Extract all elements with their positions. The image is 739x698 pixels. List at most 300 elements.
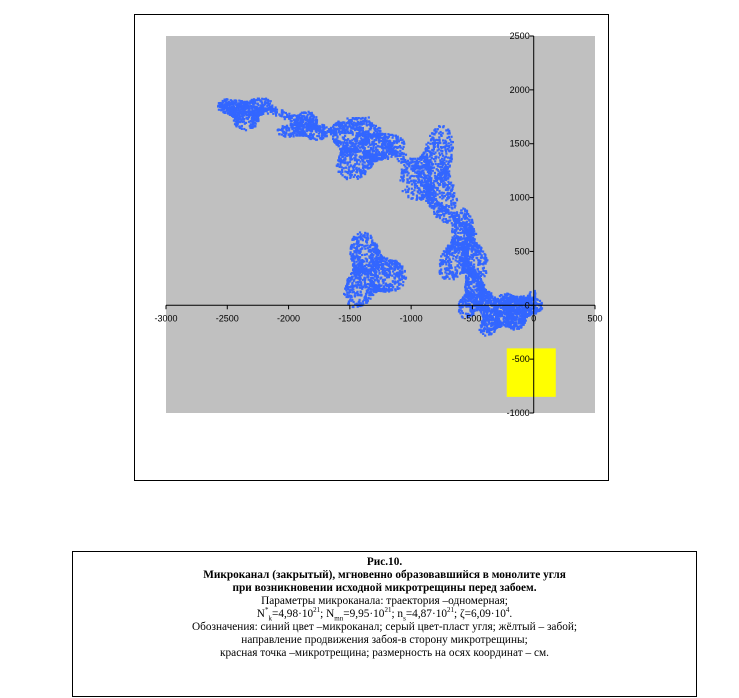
trajectory-point [285, 112, 287, 114]
trajectory-point [336, 136, 338, 138]
trajectory-point [367, 237, 369, 239]
trajectory-point [329, 129, 331, 131]
trajectory-point [394, 282, 396, 284]
trajectory-point [378, 280, 380, 282]
trajectory-point [445, 189, 447, 191]
trajectory-point [452, 212, 454, 214]
trajectory-point [439, 142, 441, 144]
trajectory-point [383, 147, 385, 149]
trajectory-point [351, 149, 353, 151]
trajectory-point [406, 174, 408, 176]
trajectory-point [423, 160, 425, 162]
trajectory-point [398, 284, 400, 286]
trajectory-point [348, 277, 350, 279]
trajectory-point [406, 171, 408, 173]
trajectory-point [415, 175, 417, 177]
trajectory-point [360, 118, 362, 120]
trajectory-point [427, 168, 429, 170]
trajectory-point [340, 159, 342, 161]
trajectory-point [421, 192, 423, 194]
trajectory-point [375, 260, 377, 262]
trajectory-point [356, 285, 358, 287]
trajectory-point [375, 139, 377, 141]
trajectory-point [357, 178, 359, 180]
trajectory-point [378, 261, 380, 263]
trajectory-point [378, 133, 380, 135]
trajectory-point [285, 129, 287, 131]
trajectory-point [416, 164, 418, 166]
trajectory-point [393, 269, 395, 271]
trajectory-point [431, 207, 433, 209]
trajectory-point [349, 145, 351, 147]
trajectory-point [411, 192, 413, 194]
trajectory-point [438, 170, 440, 172]
trajectory-point [364, 117, 366, 119]
trajectory-point [450, 195, 452, 197]
trajectory-point [340, 173, 342, 175]
trajectory-point [402, 179, 404, 181]
trajectory-point [236, 114, 238, 116]
trajectory-point [370, 163, 372, 165]
trajectory-point [419, 197, 421, 199]
trajectory-point [357, 277, 359, 279]
trajectory-point [364, 254, 366, 256]
trajectory-point [372, 284, 374, 286]
trajectory-point [424, 184, 426, 186]
trajectory-point [375, 273, 377, 275]
trajectory-point [339, 148, 341, 150]
trajectory-point [411, 180, 413, 182]
trajectory-point [375, 160, 377, 162]
trajectory-point [441, 153, 443, 155]
trajectory-point [414, 158, 416, 160]
trajectory-point [338, 131, 340, 133]
trajectory-point [288, 134, 290, 136]
trajectory-point [301, 122, 303, 124]
trajectory-point [295, 124, 297, 126]
trajectory-point [278, 133, 280, 135]
trajectory-point [416, 185, 418, 187]
trajectory-point [225, 99, 227, 101]
trajectory-point [270, 111, 272, 113]
trajectory-point [448, 160, 450, 162]
trajectory-point [432, 182, 434, 184]
trajectory-point [450, 144, 452, 146]
trajectory-point [339, 128, 341, 130]
trajectory-point [405, 154, 407, 156]
trajectory-point [232, 101, 234, 103]
trajectory-point [260, 104, 262, 106]
trajectory-point [346, 117, 348, 119]
trajectory-point [376, 244, 378, 246]
trajectory-point [349, 281, 351, 283]
trajectory-point [433, 205, 435, 207]
trajectory-point [464, 218, 466, 220]
trajectory-point [320, 138, 322, 140]
trajectory-point [389, 153, 391, 155]
trajectory-point [355, 249, 357, 251]
trajectory-point [411, 188, 413, 190]
trajectory-point [356, 241, 358, 243]
trajectory-point [426, 162, 428, 164]
trajectory-point [405, 161, 407, 163]
trajectory-point [356, 159, 358, 161]
trajectory-point [283, 116, 285, 118]
trajectory-point [241, 125, 243, 127]
trajectory-point [266, 105, 268, 107]
trajectory-point [429, 199, 431, 201]
trajectory-point [364, 173, 366, 175]
trajectory-point [398, 273, 400, 275]
trajectory-point [417, 181, 419, 183]
trajectory-point [361, 124, 363, 126]
trajectory-point [303, 117, 305, 119]
trajectory-point [403, 141, 405, 143]
trajectory-point [427, 195, 429, 197]
trajectory-point [420, 159, 422, 161]
trajectory-point [234, 102, 236, 104]
trajectory-point [340, 143, 342, 145]
trajectory-point [426, 155, 428, 157]
trajectory-point [386, 262, 388, 264]
trajectory-point [254, 115, 256, 117]
trajectory-point [355, 154, 357, 156]
trajectory-point [375, 271, 377, 273]
trajectory-point [258, 104, 260, 106]
trajectory-point [270, 100, 272, 102]
trajectory-point [376, 257, 378, 259]
trajectory-point [387, 275, 389, 277]
trajectory-point [421, 170, 423, 172]
trajectory-point [371, 122, 373, 124]
trajectory-point [341, 166, 343, 168]
trajectory-point [227, 102, 229, 104]
trajectory-point [251, 99, 253, 101]
trajectory-point [442, 185, 444, 187]
trajectory-point [359, 156, 361, 158]
trajectory-point [395, 146, 397, 148]
trajectory-point [343, 127, 345, 129]
trajectory-point [448, 187, 450, 189]
trajectory-point [231, 108, 233, 110]
trajectory-point [447, 193, 449, 195]
trajectory-point [315, 128, 317, 130]
trajectory-point [340, 122, 342, 124]
trajectory-point [252, 102, 254, 104]
trajectory-point [441, 158, 443, 160]
trajectory-point [315, 116, 317, 118]
trajectory-point [375, 152, 377, 154]
trajectory-point [443, 221, 445, 223]
trajectory-point [299, 134, 301, 136]
trajectory-point [370, 126, 372, 128]
trajectory-point [442, 139, 444, 141]
trajectory-point [264, 108, 266, 110]
trajectory-point [359, 143, 361, 145]
trajectory-point [388, 285, 390, 287]
trajectory-point [426, 148, 428, 150]
trajectory-point [431, 166, 433, 168]
trajectory-point [366, 253, 368, 255]
trajectory-point [385, 284, 387, 286]
trajectory-point [448, 173, 450, 175]
trajectory-point [297, 117, 299, 119]
trajectory-point [359, 299, 361, 301]
trajectory-point [429, 170, 431, 172]
trajectory-point [340, 132, 342, 134]
trajectory-point [360, 281, 362, 283]
trajectory-point [361, 268, 363, 270]
trajectory-point [265, 98, 267, 100]
trajectory-point [394, 260, 396, 262]
trajectory-point [445, 171, 447, 173]
trajectory-point [360, 134, 362, 136]
trajectory-point [326, 135, 328, 137]
trajectory-point [373, 140, 375, 142]
trajectory-point [322, 128, 324, 130]
trajectory-point [437, 210, 439, 212]
trajectory-point [401, 139, 403, 141]
trajectory-point [424, 181, 426, 183]
trajectory-point [254, 125, 256, 127]
trajectory-point [347, 286, 349, 288]
trajectory-point [369, 285, 371, 287]
trajectory-point [444, 178, 446, 180]
trajectory-point [450, 190, 452, 192]
trajectory-point [360, 121, 362, 123]
trajectory-point [437, 182, 439, 184]
trajectory-point [436, 213, 438, 215]
trajectory-point [370, 166, 372, 168]
trajectory-point [449, 175, 451, 177]
trajectory-point [402, 148, 404, 150]
trajectory-point [382, 264, 384, 266]
trajectory-point [391, 284, 393, 286]
trajectory-point [261, 98, 263, 100]
trajectory-point [413, 189, 415, 191]
trajectory-point [414, 168, 416, 170]
trajectory-point [364, 296, 366, 298]
trajectory-point [346, 294, 348, 296]
trajectory-point [372, 154, 374, 156]
trajectory-point [390, 142, 392, 144]
trajectory-point [384, 133, 386, 135]
trajectory-point [384, 258, 386, 260]
trajectory-point [271, 105, 273, 107]
trajectory-point [410, 161, 412, 163]
trajectory-point [433, 213, 435, 215]
trajectory-point [429, 193, 431, 195]
trajectory-point [353, 301, 355, 303]
trajectory-point [356, 169, 358, 171]
trajectory-point [403, 164, 405, 166]
trajectory-point [363, 156, 365, 158]
trajectory-point [369, 270, 371, 272]
trajectory-point [307, 124, 309, 126]
trajectory-point [287, 127, 289, 129]
trajectory-point [272, 113, 274, 115]
trajectory-point [397, 158, 399, 160]
trajectory-point [378, 139, 380, 141]
trajectory-point [398, 160, 400, 162]
trajectory-point [447, 210, 449, 212]
trajectory-point [377, 249, 379, 251]
trajectory-point [294, 132, 296, 134]
trajectory-point [348, 154, 350, 156]
trajectory-point [403, 143, 405, 145]
trajectory-point [243, 128, 245, 130]
trajectory-point [357, 129, 359, 131]
trajectory-point [384, 279, 386, 281]
trajectory-point [415, 183, 417, 185]
trajectory-point [448, 149, 450, 151]
trajectory-point [350, 300, 352, 302]
trajectory-point [349, 161, 351, 163]
trajectory-point [385, 146, 387, 148]
trajectory-point [369, 288, 371, 290]
trajectory-point [400, 158, 402, 160]
trajectory-point [445, 218, 447, 220]
trajectory-point [364, 271, 366, 273]
trajectory-point [441, 178, 443, 180]
trajectory-point [441, 202, 443, 204]
trajectory-point [414, 161, 416, 163]
trajectory-point [346, 176, 348, 178]
trajectory-point [433, 211, 435, 213]
trajectory-point [371, 266, 373, 268]
trajectory-point [439, 166, 441, 168]
trajectory-point [301, 131, 303, 133]
trajectory-point [432, 150, 434, 152]
trajectory-point [443, 162, 445, 164]
trajectory-point [309, 137, 311, 139]
trajectory-point [367, 283, 369, 285]
trajectory-point [380, 260, 382, 262]
trajectory-point [350, 176, 352, 178]
trajectory-point [248, 115, 250, 117]
trajectory-point [378, 151, 380, 153]
trajectory-point [416, 195, 418, 197]
trajectory-point [362, 235, 364, 237]
trajectory-point [312, 115, 314, 117]
trajectory-point [374, 156, 376, 158]
trajectory-point [448, 131, 450, 133]
trajectory-point [363, 166, 365, 168]
trajectory-point [416, 198, 418, 200]
trajectory-point [445, 204, 447, 206]
trajectory-point [351, 171, 353, 173]
trajectory-point [241, 128, 243, 130]
trajectory-point [356, 294, 358, 296]
trajectory-point [344, 294, 346, 296]
trajectory-point [354, 156, 356, 158]
trajectory-point [242, 116, 244, 118]
trajectory-point [358, 272, 360, 274]
trajectory-point [222, 101, 224, 103]
trajectory-point [337, 159, 339, 161]
trajectory-point [391, 154, 393, 156]
trajectory-point [446, 129, 448, 131]
trajectory-point [447, 157, 449, 159]
trajectory-point [366, 260, 368, 262]
trajectory-point [449, 183, 451, 185]
trajectory-point [233, 112, 235, 114]
trajectory-point [293, 114, 295, 116]
trajectory-point [376, 254, 378, 256]
trajectory-point [292, 134, 294, 136]
trajectory-point [349, 286, 351, 288]
trajectory-point [430, 182, 432, 184]
trajectory-point [283, 111, 285, 113]
trajectory-point [434, 180, 436, 182]
trajectory-point [437, 128, 439, 130]
trajectory-point [442, 155, 444, 157]
trajectory-point [398, 278, 400, 280]
trajectory-point [376, 246, 378, 248]
trajectory-point [439, 126, 441, 128]
trajectory-point [382, 133, 384, 135]
trajectory-point [390, 156, 392, 158]
trajectory-point [274, 111, 276, 113]
trajectory-point [433, 167, 435, 169]
trajectory-point [342, 129, 344, 131]
trajectory-point [377, 263, 379, 265]
trajectory-point [364, 268, 366, 270]
trajectory-point [236, 109, 238, 111]
trajectory-point [407, 163, 409, 165]
trajectory-point [454, 206, 456, 208]
trajectory-point [373, 248, 375, 250]
trajectory-point [251, 127, 253, 129]
trajectory-point [421, 165, 423, 167]
trajectory-point [354, 129, 356, 131]
trajectory-point [448, 142, 450, 144]
trajectory-point [257, 120, 259, 122]
trajectory-point [354, 238, 356, 240]
trajectory-point [447, 167, 449, 169]
trajectory-point [386, 149, 388, 151]
trajectory-point [371, 143, 373, 145]
trajectory-point [349, 159, 351, 161]
trajectory-point [378, 269, 380, 271]
trajectory-point [438, 156, 440, 158]
trajectory-point [450, 156, 452, 158]
trajectory-point [368, 116, 370, 118]
trajectory-point [364, 143, 366, 145]
trajectory-point [381, 143, 383, 145]
trajectory-point [335, 132, 337, 134]
trajectory-point [441, 192, 443, 194]
trajectory-point [364, 277, 366, 279]
trajectory-point [370, 282, 372, 284]
trajectory-point [248, 112, 250, 114]
trajectory-point [379, 127, 381, 129]
trajectory-point [357, 256, 359, 258]
trajectory-point [367, 167, 369, 169]
trajectory-point [261, 109, 263, 111]
trajectory-point [387, 158, 389, 160]
trajectory-point [276, 109, 278, 111]
trajectory-point [366, 242, 368, 244]
trajectory-point [438, 136, 440, 138]
trajectory-point [300, 124, 302, 126]
trajectory-point [355, 171, 357, 173]
trajectory-point [315, 118, 317, 120]
trajectory-point [455, 259, 457, 261]
trajectory-point [351, 127, 353, 129]
trajectory-point [360, 263, 362, 265]
trajectory-point [328, 131, 330, 133]
